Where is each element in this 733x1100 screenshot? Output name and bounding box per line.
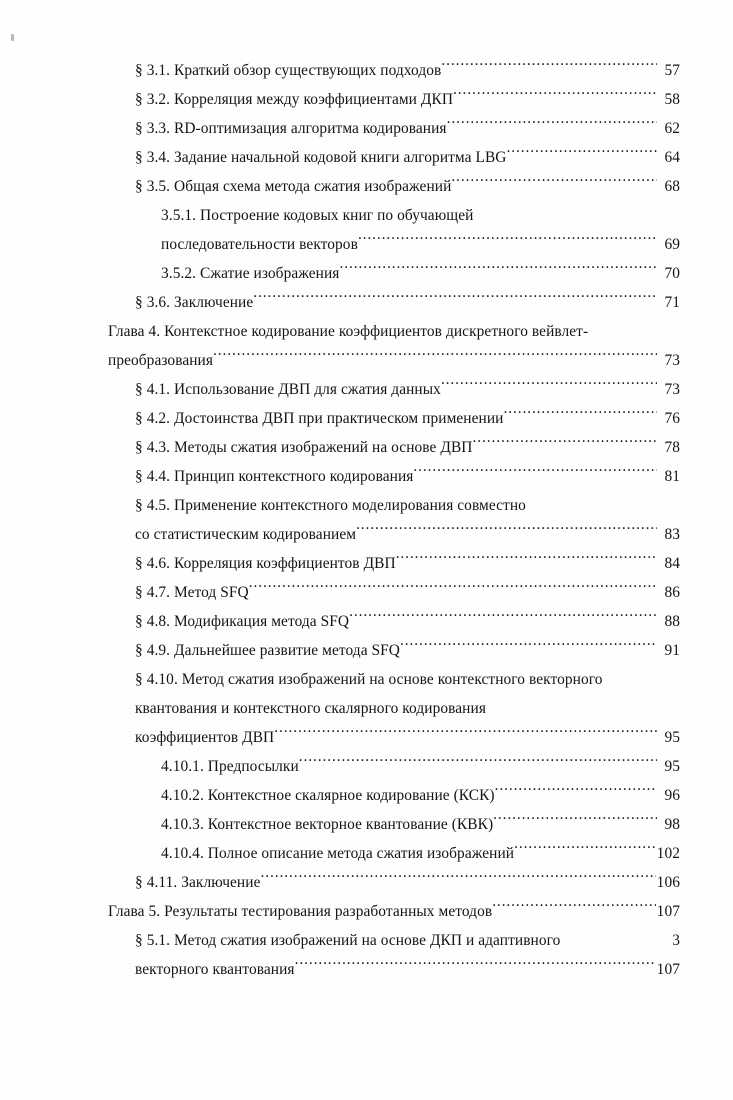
toc-entry[interactable] <box>0 491 680 520</box>
toc-entry[interactable] <box>0 752 680 781</box>
toc-entry-page-number: 91 <box>664 642 680 659</box>
toc-entry[interactable] <box>0 404 680 433</box>
toc-entry-title: § 4.2. Достоинства ДВП при практическом применении <box>135 410 504 427</box>
toc-entry-title: § 3.4. Задание начальной кодовой книги алгоритма LBG <box>135 149 507 166</box>
dot-leader <box>492 901 655 916</box>
dot-leader <box>473 437 658 452</box>
toc-entry-title: Глава 4. Контекстное кодирование коэффициентов дискретного вейвлет- <box>108 323 589 340</box>
toc-entry-title: квантования и контекстного скалярного кодирования <box>135 700 486 717</box>
dot-leader <box>295 959 656 974</box>
toc-entry-title: § 4.9. Дальнейшее развитие метода SFQ <box>135 642 400 659</box>
toc-entry-title: § 3.5. Общая схема метода сжатия изображений <box>135 178 452 195</box>
toc-entry-title: § 4.3. Методы сжатия изображений на основе ДВП <box>135 439 473 456</box>
toc-entry-page-number: 78 <box>664 439 680 456</box>
toc-entry-title: Глава 5. Результаты тестирования разработанных методов <box>108 903 493 920</box>
dot-leader <box>213 350 657 365</box>
toc-entry-page-number: 76 <box>664 410 680 427</box>
toc-entry-page-number: 68 <box>664 178 680 195</box>
toc-entry-title: § 4.10. Метод сжатия изображений на основе контекстного векторного <box>135 671 603 688</box>
toc-entry[interactable] <box>0 607 680 636</box>
dot-leader <box>349 611 657 626</box>
toc-entry-title: § 4.11. Заключение <box>135 874 261 891</box>
toc-entry[interactable] <box>0 520 680 549</box>
toc-entry-title: § 4.1. Использование ДВП для сжатия данных <box>135 381 441 398</box>
toc-entry[interactable] <box>0 781 680 810</box>
toc-entry[interactable] <box>0 433 680 462</box>
toc-entry[interactable] <box>0 288 680 317</box>
toc-entry[interactable] <box>0 56 680 85</box>
page-number-folio: 3 <box>672 932 680 949</box>
toc-entry-title: § 4.7. Метод SFQ <box>135 584 249 601</box>
toc-entry[interactable] <box>0 230 680 259</box>
dot-leader <box>507 147 658 162</box>
toc-entry[interactable] <box>0 926 680 955</box>
toc-entry[interactable] <box>0 114 680 143</box>
toc-entry-page-number: 95 <box>664 758 680 775</box>
toc-entry-title: 4.10.2. Контекстное скалярное кодирование (КСК) <box>161 787 495 804</box>
toc-entry-title: 3.5.2. Сжатие изображения <box>161 265 340 282</box>
toc-entry-title: § 3.3. RD-оптимизация алгоритма кодирования <box>135 120 447 137</box>
dot-leader <box>339 263 657 278</box>
toc-entry-title: § 3.6. Заключение <box>135 294 254 311</box>
toc-entry[interactable] <box>0 839 680 868</box>
toc-entry-title: со статистическим кодированием <box>135 526 357 543</box>
dot-leader <box>253 292 657 307</box>
toc-entry-page-number: 86 <box>664 584 680 601</box>
table-of-contents <box>0 56 733 984</box>
toc-entry-page-number: 95 <box>664 729 680 746</box>
dot-leader <box>274 727 657 742</box>
scan-artifact-speck <box>11 34 14 41</box>
toc-entry[interactable] <box>0 868 680 897</box>
dot-leader <box>514 843 656 858</box>
toc-entry[interactable] <box>0 201 680 230</box>
toc-entry-page-number: 83 <box>664 526 680 543</box>
toc-entry-page-number: 88 <box>664 613 680 630</box>
toc-entry-title: § 5.1. Метод сжатия изображений на основе ДКП и адаптивного <box>135 932 561 949</box>
toc-entry[interactable] <box>0 955 680 984</box>
dot-leader <box>441 379 657 394</box>
dot-leader <box>356 524 657 539</box>
toc-entry[interactable] <box>0 897 680 926</box>
toc-entry[interactable] <box>0 694 680 723</box>
toc-entry[interactable] <box>0 85 680 114</box>
dot-leader <box>249 582 657 597</box>
toc-entry[interactable] <box>0 317 680 346</box>
toc-entry-title: коэффициентов ДВП <box>135 729 275 746</box>
toc-entry-page-number: 62 <box>664 120 680 137</box>
dot-leader <box>396 553 657 568</box>
toc-entry-page-number: 73 <box>664 352 680 369</box>
toc-entry[interactable] <box>0 636 680 665</box>
toc-entry-page-number: 98 <box>664 816 680 833</box>
toc-entry-title: § 4.4. Принцип контекстного кодирования <box>135 468 414 485</box>
toc-entry-page-number: 64 <box>664 149 680 166</box>
toc-entry-page-number: 102 <box>656 845 680 862</box>
dot-leader <box>447 118 657 133</box>
toc-entry[interactable] <box>0 665 680 694</box>
toc-entry[interactable] <box>0 549 680 578</box>
toc-entry-title: 4.10.3. Контекстное векторное квантование (КВК) <box>161 816 494 833</box>
toc-entry-page-number: 70 <box>664 265 680 282</box>
toc-entry[interactable] <box>0 810 680 839</box>
toc-entry-page-number: 107 <box>656 961 680 978</box>
toc-entry-page-number: 58 <box>664 91 680 108</box>
toc-entry-title: 3.5.1. Построение кодовых книг по обучающей <box>161 207 474 224</box>
toc-entry[interactable] <box>0 172 680 201</box>
dot-leader <box>299 756 657 771</box>
toc-entry-title: § 4.6. Корреляция коэффициентов ДВП <box>135 555 396 572</box>
toc-entry-title: преобразования <box>108 352 214 369</box>
dot-leader <box>493 814 657 829</box>
toc-entry[interactable] <box>0 143 680 172</box>
dot-leader <box>503 408 657 423</box>
toc-entry-page-number: 96 <box>664 787 680 804</box>
toc-entry-title: § 3.2. Корреляция между коэффициентами ДКП <box>135 91 454 108</box>
toc-entry[interactable] <box>0 259 680 288</box>
toc-entry-page-number: 57 <box>664 62 680 79</box>
dot-leader <box>413 466 657 481</box>
toc-entry-page-number: 69 <box>664 236 680 253</box>
dot-leader <box>451 176 657 191</box>
toc-entry[interactable] <box>0 375 680 404</box>
toc-entry[interactable] <box>0 723 680 752</box>
toc-entry-title: § 4.5. Применение контекстного моделирования совместно <box>135 497 526 514</box>
toc-entry-page-number: 107 <box>656 903 680 920</box>
dot-leader <box>495 785 657 800</box>
toc-entry-title: 4.10.4. Полное описание метода сжатия изображений <box>161 845 515 862</box>
toc-entry-page-number: 106 <box>656 874 680 891</box>
toc-entry-page-number: 73 <box>664 381 680 398</box>
toc-entry[interactable] <box>0 462 680 491</box>
dot-leader <box>260 872 655 887</box>
toc-entry[interactable] <box>0 578 680 607</box>
toc-entry-page-number: 81 <box>664 468 680 485</box>
dot-leader <box>358 234 657 249</box>
toc-entry-page-number: 71 <box>664 294 680 311</box>
toc-entry-title: последовательности векторов <box>161 236 358 253</box>
toc-entry-title: § 3.1. Краткий обзор существующих подходов <box>135 62 442 79</box>
toc-entry[interactable] <box>0 346 680 375</box>
dot-leader <box>400 640 657 655</box>
toc-entry-title: § 4.8. Модификация метода SFQ <box>135 613 350 630</box>
toc-entry-page-number: 84 <box>664 555 680 572</box>
toc-entry-title: 4.10.1. Предпосылки <box>161 758 299 775</box>
dot-leader <box>441 60 657 75</box>
dot-leader <box>453 89 657 104</box>
toc-entry-title: векторного квантования <box>135 961 295 978</box>
